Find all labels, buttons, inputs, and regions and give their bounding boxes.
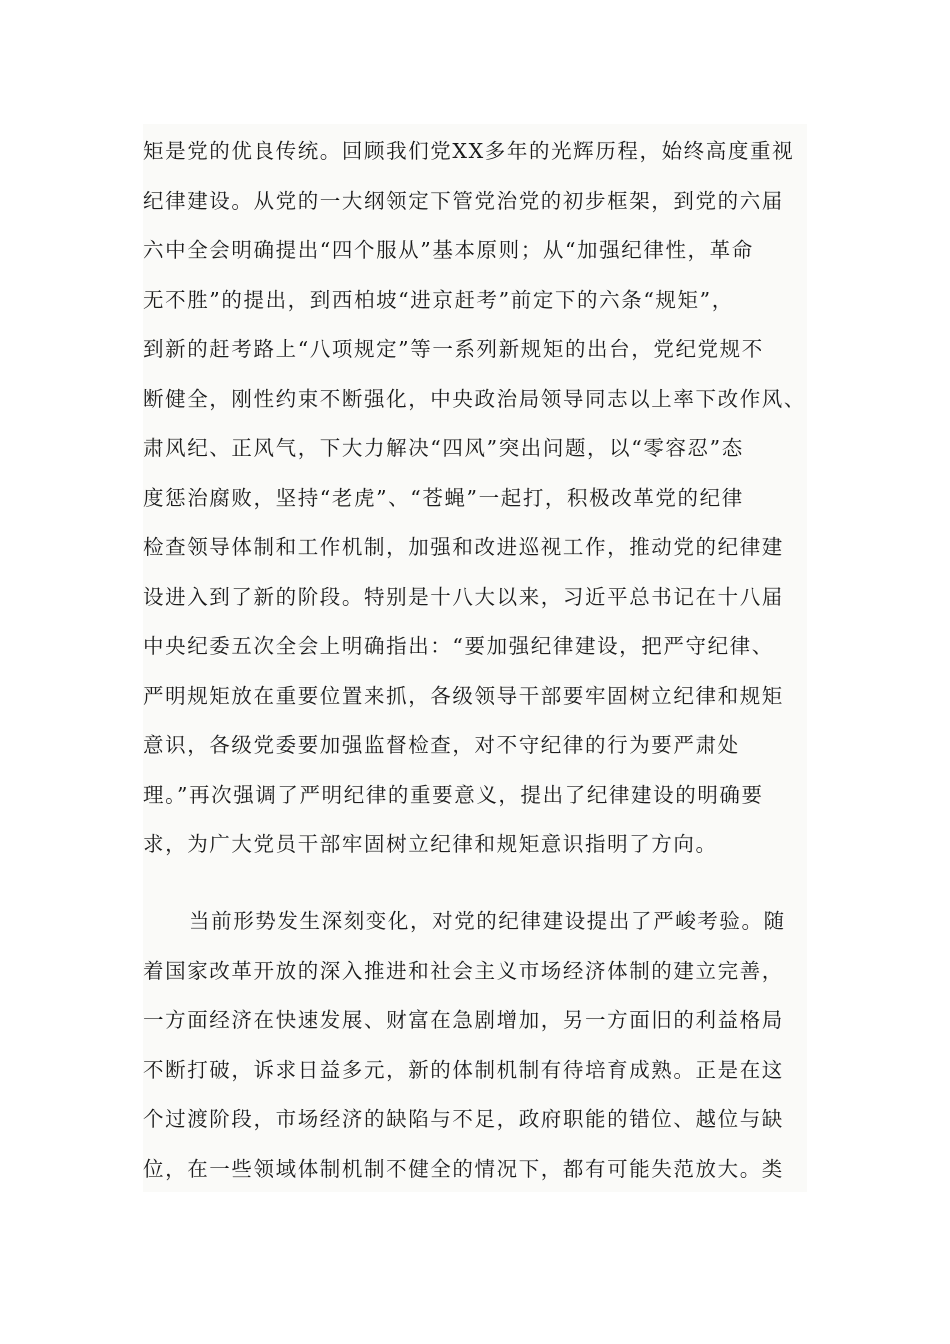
text-line: 到新的赶考路上“八项规定”等一系列新规矩的出台，党纪党规不: [143, 337, 764, 361]
text-line: 意识，各级党委要加强监督检查，对不守纪律的行为要严肃处: [143, 733, 740, 757]
text-line: 断健全，刚性约束不断强化，中央政治局领导同志以上率下改作风、: [143, 386, 806, 411]
text-line: 不断打破，诉求日益多元，新的体制机制有待培育成熟。正是在这: [143, 1057, 784, 1082]
text-line: 中央纪委五次全会上明确指出：“要加强纪律建设，把严守纪律、: [143, 634, 774, 658]
text-line: 六中全会明确提出“四个服从”基本原则；从“加强纪律性，革命: [143, 238, 754, 262]
text-line: 着国家改革开放的深入推进和社会主义市场经济体制的建立完善，: [143, 958, 784, 983]
text-line: 严明规矩放在重要位置来抓，各级领导干部要牢固树立纪律和规矩: [143, 683, 784, 708]
text-line: 一方面经济在快速发展、财富在急剧增加，另一方面旧的利益格局: [143, 1008, 784, 1032]
text-line: 纪律建设。从党的一大纲领定下管党治党的初步框架，到党的六届: [143, 188, 784, 213]
text-line: 个过渡阶段，市场经济的缺陷与不足，政府职能的错位、越位与缺: [143, 1107, 784, 1131]
text-line: 肃风纪、正风气，下大力解决“四风”突出问题，以“零容忍”态: [143, 436, 744, 460]
text-line: 理。”再次强调了严明纪律的重要意义，提出了纪律建设的明确要: [143, 782, 764, 807]
text-line: 位，在一些领域体制机制不健全的情况下，都有可能失范放大。类: [143, 1156, 784, 1181]
text-line: 无不胜”的提出，到西柏坡“进京赶考”前定下的六条“规矩”，: [143, 287, 734, 312]
paragraph-1: [143, 127, 823, 870]
text-line: 度惩治腐败，坚持“老虎”、“苍蝇”一起打，积极改革党的纪律: [143, 485, 744, 510]
text-block: [143, 124, 807, 1192]
text-line: 矩是党的优良传统。回顾我们党XX多年的光辉历程，始终高度重视: [143, 139, 795, 163]
text-line: 求，为广大党员干部牢固树立纪律和规矩意识指明了方向。: [143, 832, 718, 856]
text-line: 设进入到了新的阶段。特别是十八大以来，习近平总书记在十八届: [143, 584, 784, 609]
text-line: 检查领导体制和工作机制，加强和改进巡视工作，推动党的纪律建: [143, 535, 784, 559]
text-line: 当前形势发生深刻变化，对党的纪律建设提出了严峻考验。随: [189, 909, 786, 933]
paragraph-2: [143, 897, 823, 1194]
